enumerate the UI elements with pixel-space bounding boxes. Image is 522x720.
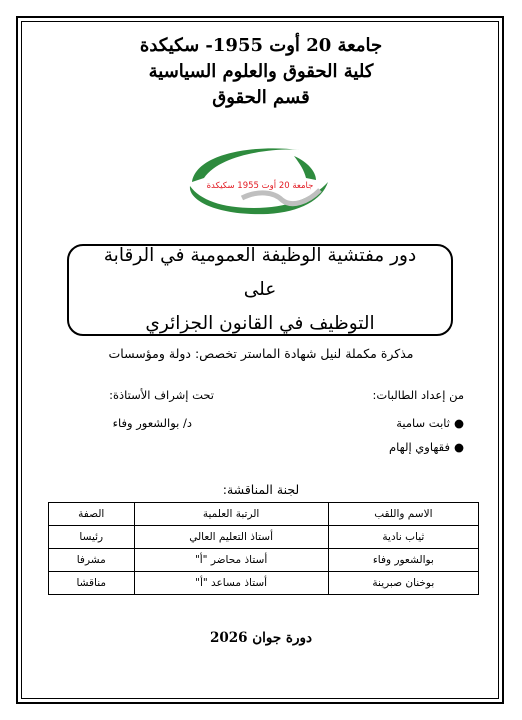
member-rank: أستاذ محاضر "أ" (134, 549, 328, 572)
member-role: مشرفا (49, 549, 135, 572)
thesis-title-line-2: التوظيف في القانون الجزائري (145, 313, 375, 334)
student-item (389, 440, 464, 454)
department-name: قسم الحقوق (212, 87, 310, 108)
member-rank: أستاذ مساعد "أ" (134, 572, 328, 595)
member-name: بوالشعور وفاء (328, 549, 478, 572)
prepared-by-label: من إعداد الطالبات: (372, 388, 464, 402)
member-role: رئيسا (49, 526, 135, 549)
university-logo (182, 142, 332, 220)
column-header-name: الاسم واللقب (328, 503, 478, 526)
table-row (49, 572, 479, 595)
supervision-label: تحت إشراف الأستاذة: (109, 388, 214, 402)
member-name: ثياب نادية (328, 526, 478, 549)
column-header-rank: الرتبة العلمية (134, 503, 328, 526)
member-role: مناقشا (49, 572, 135, 595)
bullet-icon: ● (453, 416, 464, 430)
table-header-row (49, 503, 479, 526)
bullet-icon: ● (453, 440, 464, 454)
student-item (396, 416, 464, 430)
memo-description: مذكرة مكملة لنيل شهادة الماستر تخصص: دولة ومؤسسات (108, 346, 414, 361)
session-date: دورة جوان 2026 (209, 630, 313, 646)
table-row (49, 526, 479, 549)
faculty-name: كلية الحقوق والعلوم السياسية (148, 61, 374, 82)
university-name: جامعة 20 أوت 1955- سكيكدة (139, 35, 383, 56)
student-name: ثابت سامية (396, 416, 450, 430)
table-row (49, 549, 479, 572)
column-header-role: الصفة (49, 503, 135, 526)
logo-text: جامعة 20 أوت 1955 سكيكدة (206, 181, 314, 191)
thesis-title-box (67, 244, 453, 336)
student-name: فقهاوي إلهام (389, 440, 450, 454)
member-name: بوخنان صبرينة (328, 572, 478, 595)
committee-table (48, 502, 479, 595)
supervisor-name: د/ بوالشعور وفاء (112, 416, 192, 430)
member-rank: أستاذ التعليم العالي (134, 526, 328, 549)
thesis-title-line-1: دور مفتشية الوظيفة العمومية في الرقابة على (103, 245, 417, 300)
committee-title: لجنة المناقشة: (222, 482, 300, 497)
